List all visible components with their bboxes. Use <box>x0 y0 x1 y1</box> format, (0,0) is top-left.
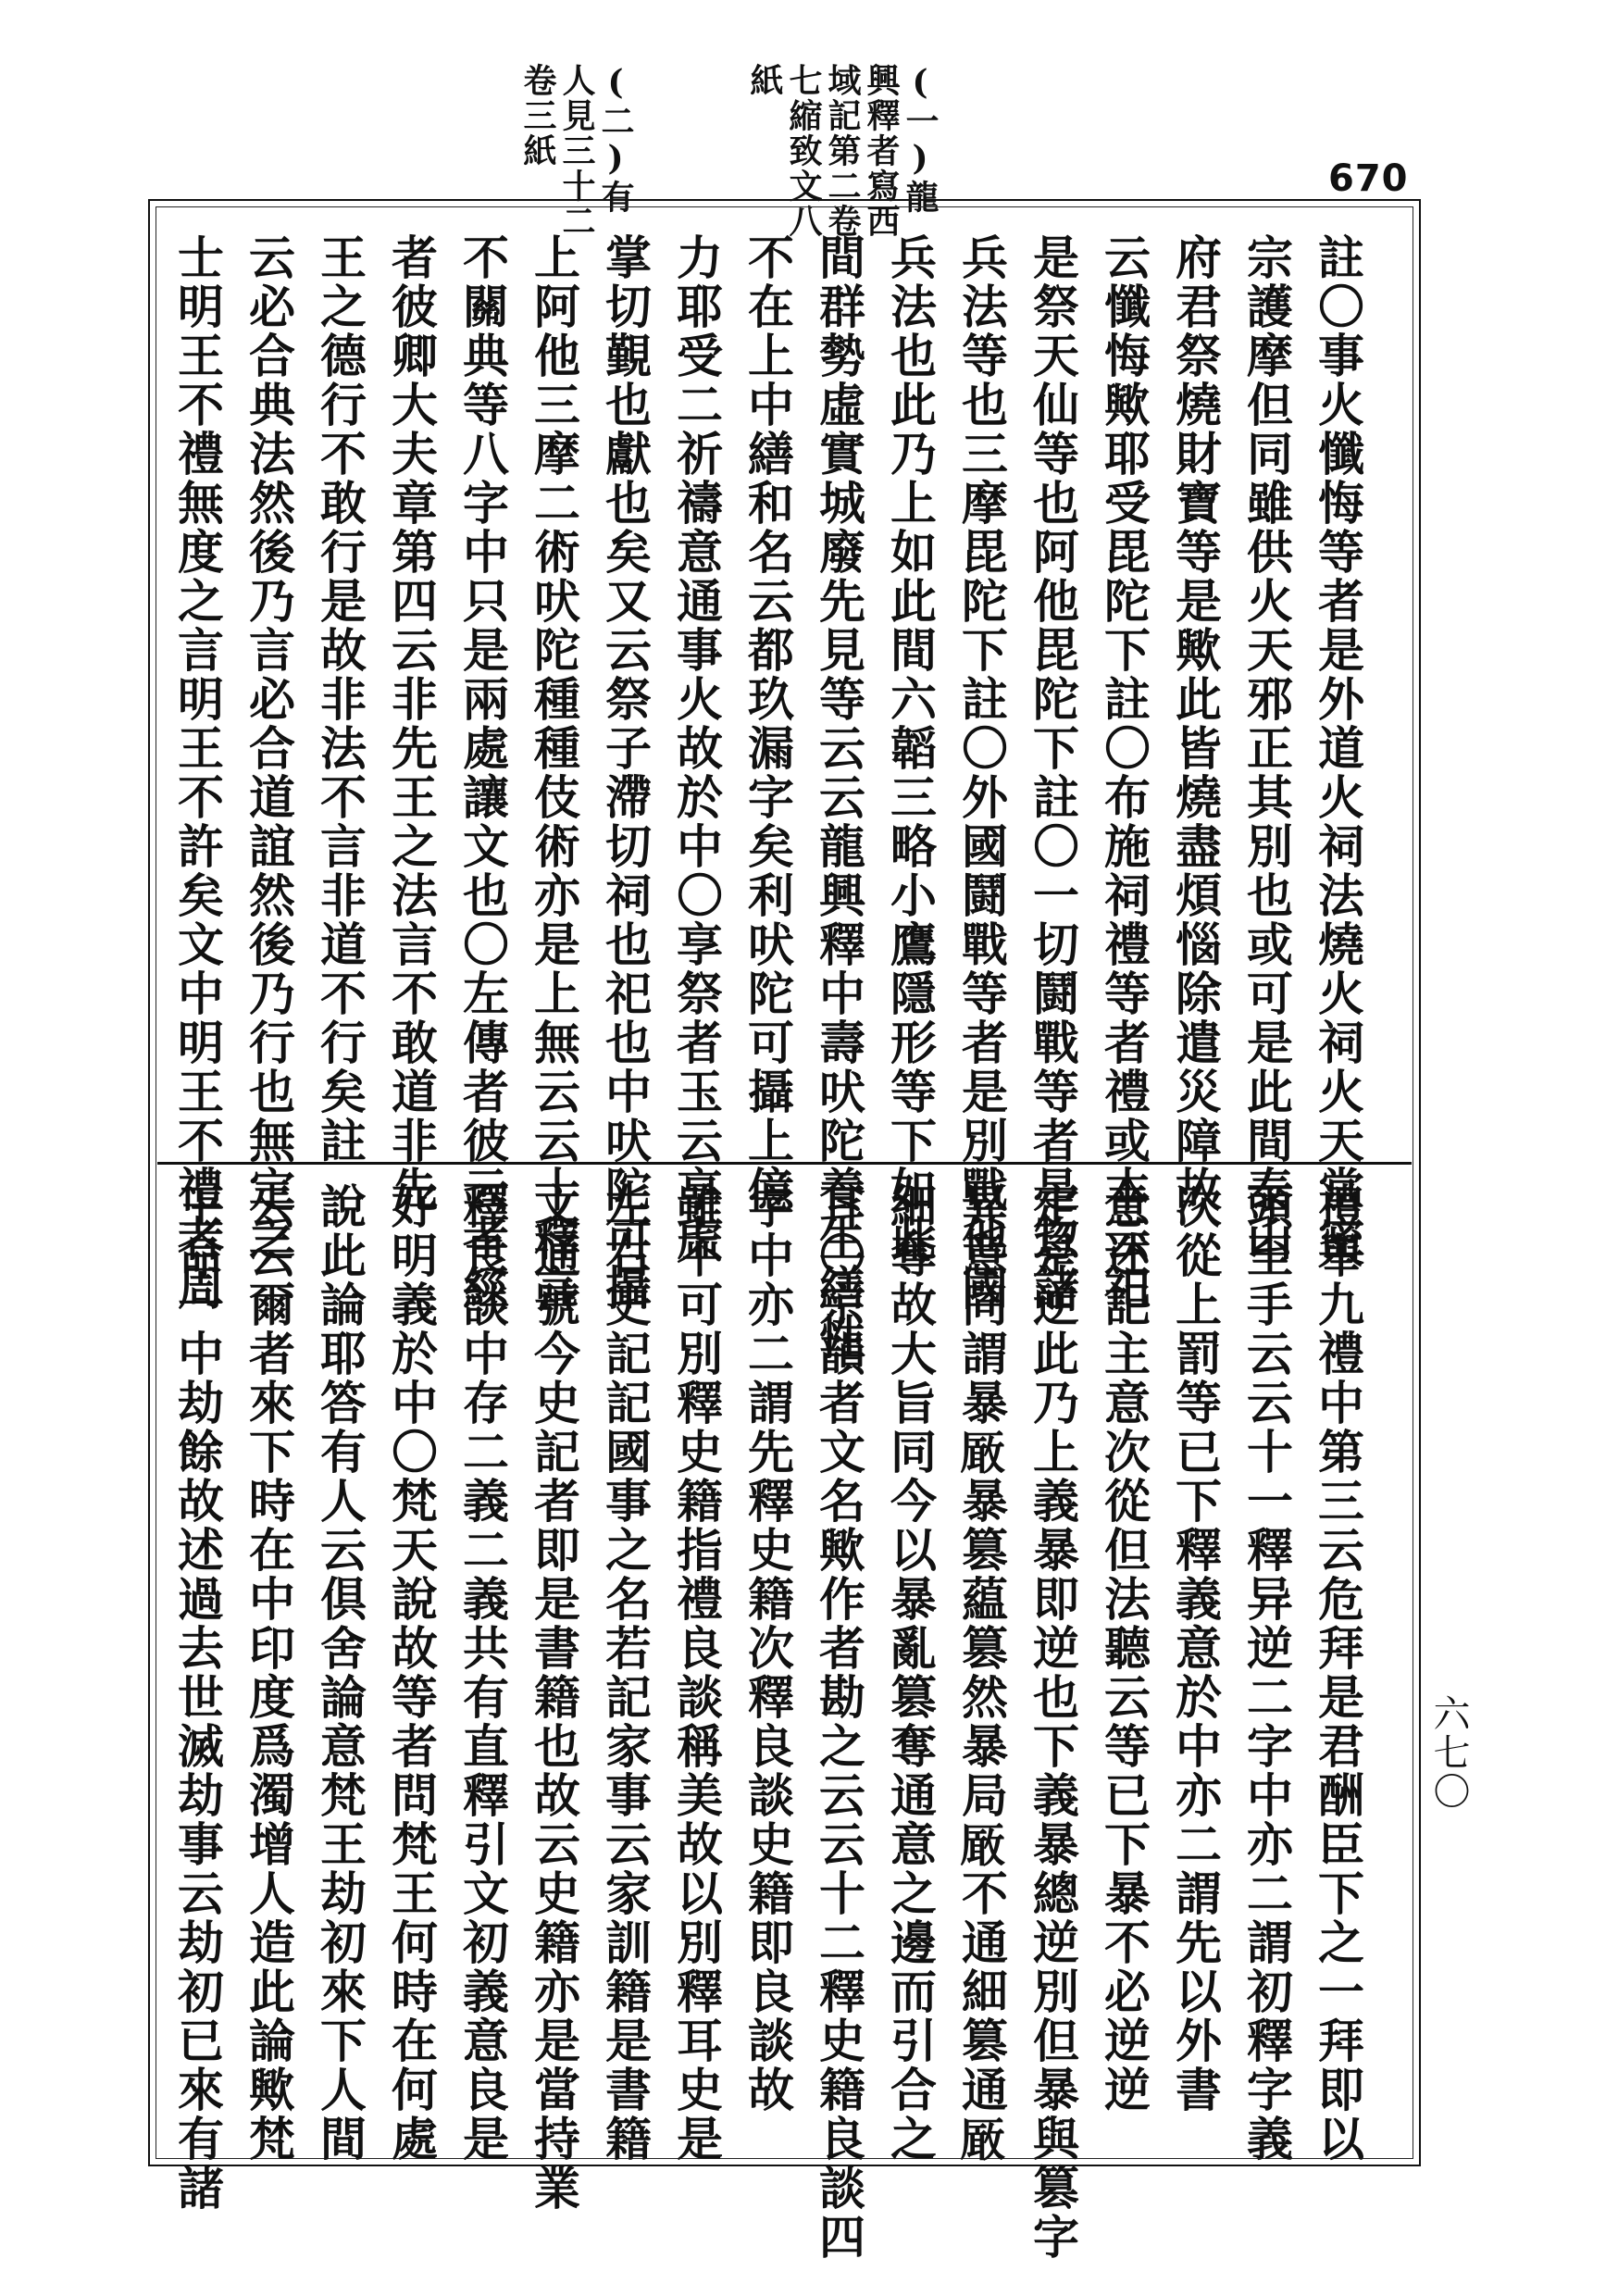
page-number: 670 <box>1328 157 1409 200</box>
text-column: 次從上罰等已下釋義意於中亦二謂先以外書 <box>1168 1182 1223 2115</box>
text-column: 兵法也此乃上如此間六韜三略小鷹隱形等下如此 <box>883 233 938 1264</box>
text-column: 註〇事火懺悔等者是外道火祠法燒火祠火天當密 <box>1311 233 1365 1264</box>
text-column: 是祭天仙等也阿他毘陀下註〇一切鬪戰等者是惣諸 <box>1026 233 1080 1313</box>
lower-text-section <box>170 1182 1372 2262</box>
text-column: 王命一中劫餘故述過去世滅劫事云劫初已來有諸 <box>170 1182 225 2213</box>
text-column: 意述記主意次從但法聽云等已下暴不必逆逆 <box>1097 1182 1151 2115</box>
text-column: 字中亦二謂先釋史籍次釋良談史籍即良談故 <box>741 1182 795 2115</box>
upper-text-section <box>170 233 1372 1362</box>
section-divider <box>157 1162 1412 1165</box>
text-column: 說此論耶答有人云倶舍論意梵王劫初來下人間 <box>313 1182 367 2164</box>
header-note-right: (二)有人見三十二卷三紙 <box>518 63 635 239</box>
text-column: 禮舉九禮中第三云危拜是君酬臣下之一拜即以 <box>1311 1182 1365 2164</box>
text-column: 間群勢虛實城廢先見等云云龍興釋中壽吠陀養生繕性 <box>812 233 866 1362</box>
text-column: 兵法等也三摩毘陀下註〇外國鬪戰等者是別戰他國 <box>954 233 1009 1313</box>
text-column: 云必合典法然後乃言必合道誼然後乃行也無定之 <box>242 233 296 1264</box>
text-column: 文通號今史記者即是書籍也故云史籍亦是當持業 <box>527 1182 581 2213</box>
text-column: 細奪故大旨同今以暴亂篡奪通意之邊而引合之 <box>883 1182 938 2164</box>
text-column: 士明王不禮無度之言明王不許矣文中明王不禮者周 <box>170 233 225 1313</box>
text-column: 釋良談中存二義二義共有直釋引文初義意良是 <box>455 1182 510 2164</box>
text-column: 異意同謂暴𠪚暴篡藴篡然暴局𠪚不通細篡通𠪚 <box>954 1182 1009 2164</box>
text-column: 不在上中繕和名云都玖漏字矣利吠陀可攝上億 <box>741 233 795 1215</box>
header-note-left: (一)龍興釋者寫西域記第二卷七縮致文八紙 <box>745 63 940 239</box>
text-column: 好明義於中〇梵天說故等者問梵王何時在何處 <box>384 1182 439 2164</box>
text-column: 云云爾者來下時在中印度爲濁增人造此論歟梵 <box>242 1182 296 2164</box>
text-column: 宗護摩但同雖供火天邪正其別也或可是此間泰山 <box>1239 233 1294 1264</box>
text-column: 不關典等八字中只是兩處讓文也〇左傳者彼云孝經 <box>455 233 510 1313</box>
text-column: 左右史記記國事之名若記家事云家訓籍是書籍 <box>598 1182 653 2164</box>
text-column: 云懺悔歟耶受毘陀下註〇布施祠禮等者禮或本云祀 <box>1097 233 1151 1313</box>
text-column: 府君祭燒財寶等是歟此皆燒盡煩惱除遣災障故 <box>1168 233 1223 1215</box>
text-column: 王之德行不敢行是故非法不言非道不行矣註 <box>313 233 367 1166</box>
text-column: 定是逆此乃上義暴即逆也下義暴總逆別但暴與篡字 <box>1026 1182 1080 2262</box>
text-column: 耳〇宗韻者文名歟作者勘之云云十二釋史籍良談四 <box>812 1182 866 2262</box>
text-frame <box>148 199 1421 2262</box>
side-page-number: 六七〇 <box>1427 1694 1470 1811</box>
text-column: 上阿他三摩二術吠陀種種伎術亦是上無云云十釋言 <box>527 233 581 1313</box>
text-column: 掌切覲也獻也矣又云祭子滯切祠也祀也中吠陀可攝 <box>598 233 653 1313</box>
text-column: 者彼卿大夫章第四云非先王之法言不敢道非先 <box>384 233 439 1215</box>
text-column: 頭至手云云十一釋异逆二字中亦二謂初釋字義 <box>1239 1182 1294 2164</box>
text-column: 力耶受二祈禱意通事火故於中〇享祭者玉云享虛 <box>669 233 724 1264</box>
text-column: 雖不可別釋史籍指禮良談稱美故以別釋耳史是 <box>669 1182 724 2164</box>
